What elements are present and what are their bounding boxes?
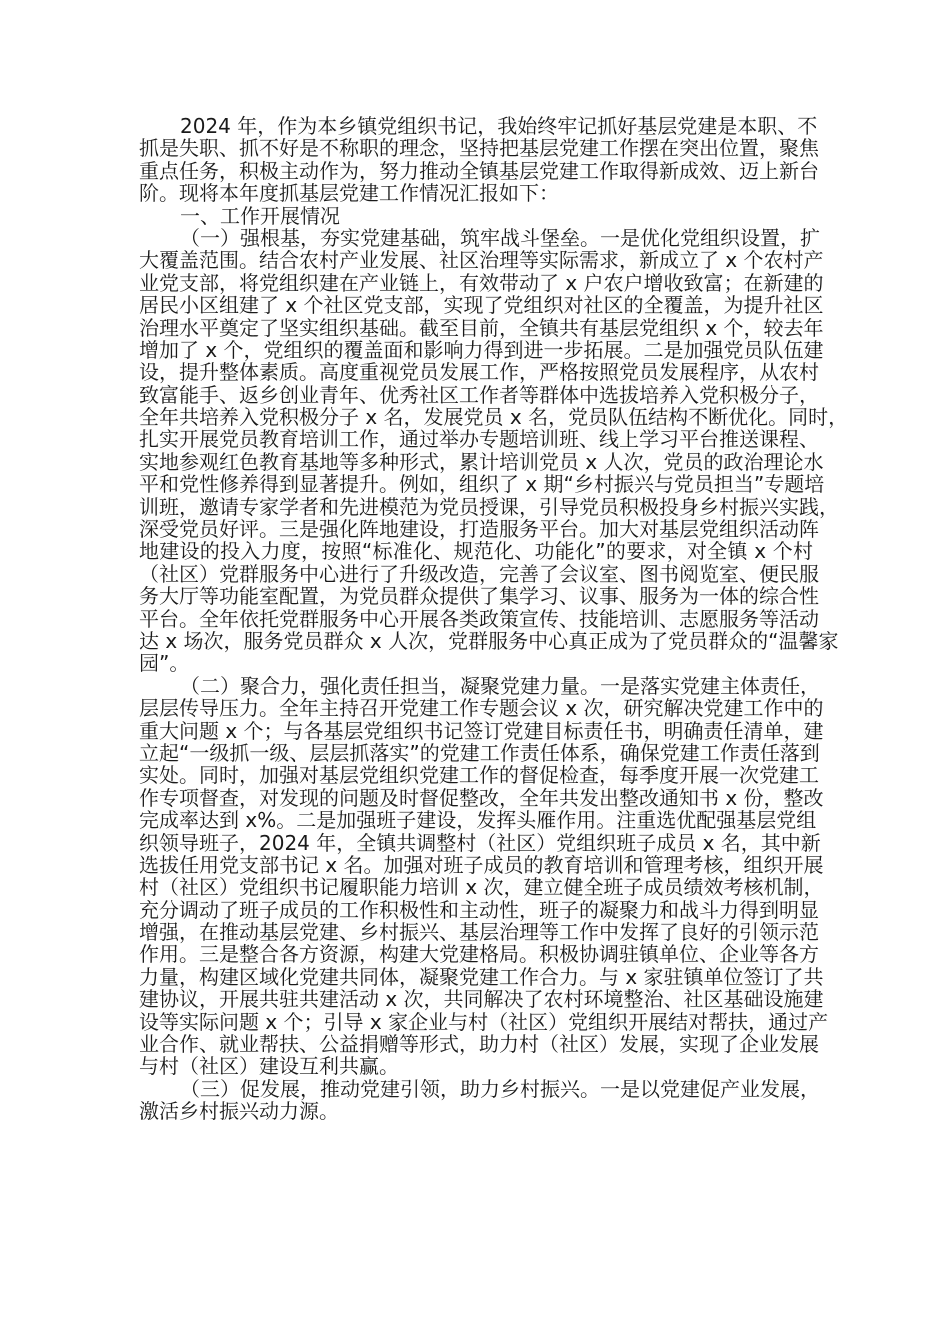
text-line: 建协议，开展共驻共建活动 x 次，共同解决了农村环境整治、社区基础设施建 — [139, 987, 824, 1012]
text-line: （三）促发展，推动党建引领，助力乡村振兴。一是以党建促产业发展， — [180, 1076, 820, 1101]
text-line: 激活乡村振兴动力源。 — [139, 1099, 339, 1124]
text-line: 训班，邀请专家学者和先进模范为党员授课，引导党员积极投身乡村振兴实践， — [139, 494, 839, 519]
text-line: 立起“一级抓一级、层层抓落实”的党建工作责任体系，确保党建工作责任落到 — [139, 740, 820, 765]
text-line: 务大厅等功能室配置，为党员群众提供了集学习、议事、服务为一体的综合性 — [139, 584, 819, 609]
text-line: 大覆盖范围。结合农村产业发展、社区治理等实际需求，新成立了 x 个农村产 — [139, 248, 824, 273]
text-line: 抓是失职、抓不好是不称职的理念，坚持把基层党建工作摆在突出位置，聚焦 — [139, 136, 819, 161]
text-line: 实处。同时，加强对基层党组织党建工作的督促检查，每季度开展一次党建工 — [139, 763, 819, 788]
text-line: （二）聚合力，强化责任担当，凝聚党建力量。一是落实党建主体责任， — [180, 673, 820, 698]
text-line: 层层传导压力。全年主持召开党建工作专题会议 x 次，研究解决党建工作中的 — [139, 696, 824, 721]
text-line: 一、工作开展情况 — [180, 203, 340, 228]
text-line: 作专项督查，对发现的问题及时督促整改，全年共发出整改通知书 x 份，整改 — [139, 785, 824, 810]
text-line: 增加了 x 个，党组织的覆盖面和影响力得到进一步拓展。二是加强党员队伍建 — [139, 337, 824, 362]
text-line: 完成率达到 x%。二是加强班子建设，发挥头雁作用。注重选优配强基层党组 — [139, 808, 817, 833]
paragraph — [139, 205, 813, 227]
text-line: 增强，在推动基层党建、乡村振兴、基层治理等工作中发挥了良好的引领示范 — [139, 920, 819, 945]
text-line: 充分调动了班子成员的工作积极性和主动性，班子的凝聚力和战斗力得到明显 — [139, 897, 819, 922]
text-line: 设等实际问题 x 个；引导 x 家企业与村（社区）党组织开展结对帮扶，通过产 — [139, 1009, 829, 1034]
text-line: 业党支部，将党组织建在产业链上，有效带动了 x 户农户增收致富；在新建的 — [139, 270, 824, 295]
text-line: 实地参观红色教育基地等多种形式，累计培训党员 x 人次，党员的政治理论水 — [139, 449, 824, 474]
text-line: 阶。现将本年度抓基层党建工作情况汇报如下： — [139, 181, 559, 206]
text-line: 业合作、就业帮扶、公益捐赠等形式，助力村（社区）发展，实现了企业发展 — [139, 1032, 819, 1057]
text-line: 重点任务，积极主动作为，努力推动全镇基层党建工作取得新成效、迈上新台 — [139, 158, 819, 183]
paragraph — [139, 114, 819, 206]
text-line: 深受党员好评。三是强化阵地建设，打造服务平台。加大对基层党组织活动阵 — [139, 517, 819, 542]
text-line: 致富能手、返乡创业青年、优秀社区工作者等群体中选拔培养入党积极分子， — [139, 382, 819, 407]
text-line: 治理水平奠定了坚实组织基础。截至目前，全镇共有基层党组织 x 个，较去年 — [139, 315, 824, 340]
text-line: 与村（社区）建设互利共赢。 — [139, 1054, 399, 1079]
text-line: 平和党性修养得到显著提升。例如，组织了 x 期“乡村振兴与党员担当”专题培 — [139, 472, 825, 497]
text-line: 全年共培养入党积极分子 x 名，发展党员 x 名，党员队伍结构不断优化。同时， — [139, 405, 849, 430]
document-body — [139, 114, 849, 1124]
paragraph — [139, 1076, 820, 1124]
text-line: 居民小区组建了 x 个社区党支部，实现了党组织对社区的全覆盖，为提升社区 — [139, 293, 824, 318]
text-line: 扎实开展党员教育培训工作，通过举办专题培训班、线上学习平台推送课程、 — [139, 427, 819, 452]
paragraph — [139, 673, 829, 1079]
text-line: 设，提升整体素质。高度重视党员发展工作，严格按照党员发展程序，从农村 — [139, 360, 819, 385]
text-line: 园”。 — [139, 651, 190, 676]
text-line: 达 x 场次，服务党员群众 x 人次，党群服务中心真正成为了党员群众的“温馨家 — [139, 628, 839, 653]
text-line: 平台。全年依托党群服务中心开展各类政策宣传、技能培训、志愿服务等活动 — [139, 606, 819, 631]
paragraph — [139, 225, 849, 676]
text-line: 2024 年，作为本乡镇党组织书记，我始终牢记抓好基层党建是本职、不 — [180, 114, 818, 138]
text-line: （一）强根基，夯实党建基础，筑牢战斗堡垒。一是优化党组织设置，扩 — [180, 225, 820, 250]
text-line: （社区）党群服务中心进行了升级改造，完善了会议室、图书阅览室、便民服 — [139, 561, 819, 586]
text-line: 作用。三是整合各方资源，构建大党建格局。积极协调驻镇单位、企业等各方 — [139, 942, 819, 967]
text-line: 地建设的投入力度，按照“标准化、规范化、功能化”的要求，对全镇 x 个村 — [139, 539, 813, 564]
text-line: 村（社区）党组织书记履职能力培训 x 次，建立健全班子成员绩效考核机制， — [139, 875, 824, 900]
text-line: 重大问题 x 个；与各基层党组织书记签订党建目标责任书，明确责任清单，建 — [139, 718, 824, 743]
text-line: 选拔任用党支部书记 x 名。加强对班子成员的教育培训和管理考核，组织开展 — [139, 852, 824, 877]
text-line: 力量，构建区域化党建共同体，凝聚党建工作合力。与 x 家驻镇单位签订了共 — [139, 964, 824, 989]
text-line: 织领导班子，2024 年，全镇共调整村（社区）党组织班子成员 x 名，其中新 — [139, 830, 821, 855]
